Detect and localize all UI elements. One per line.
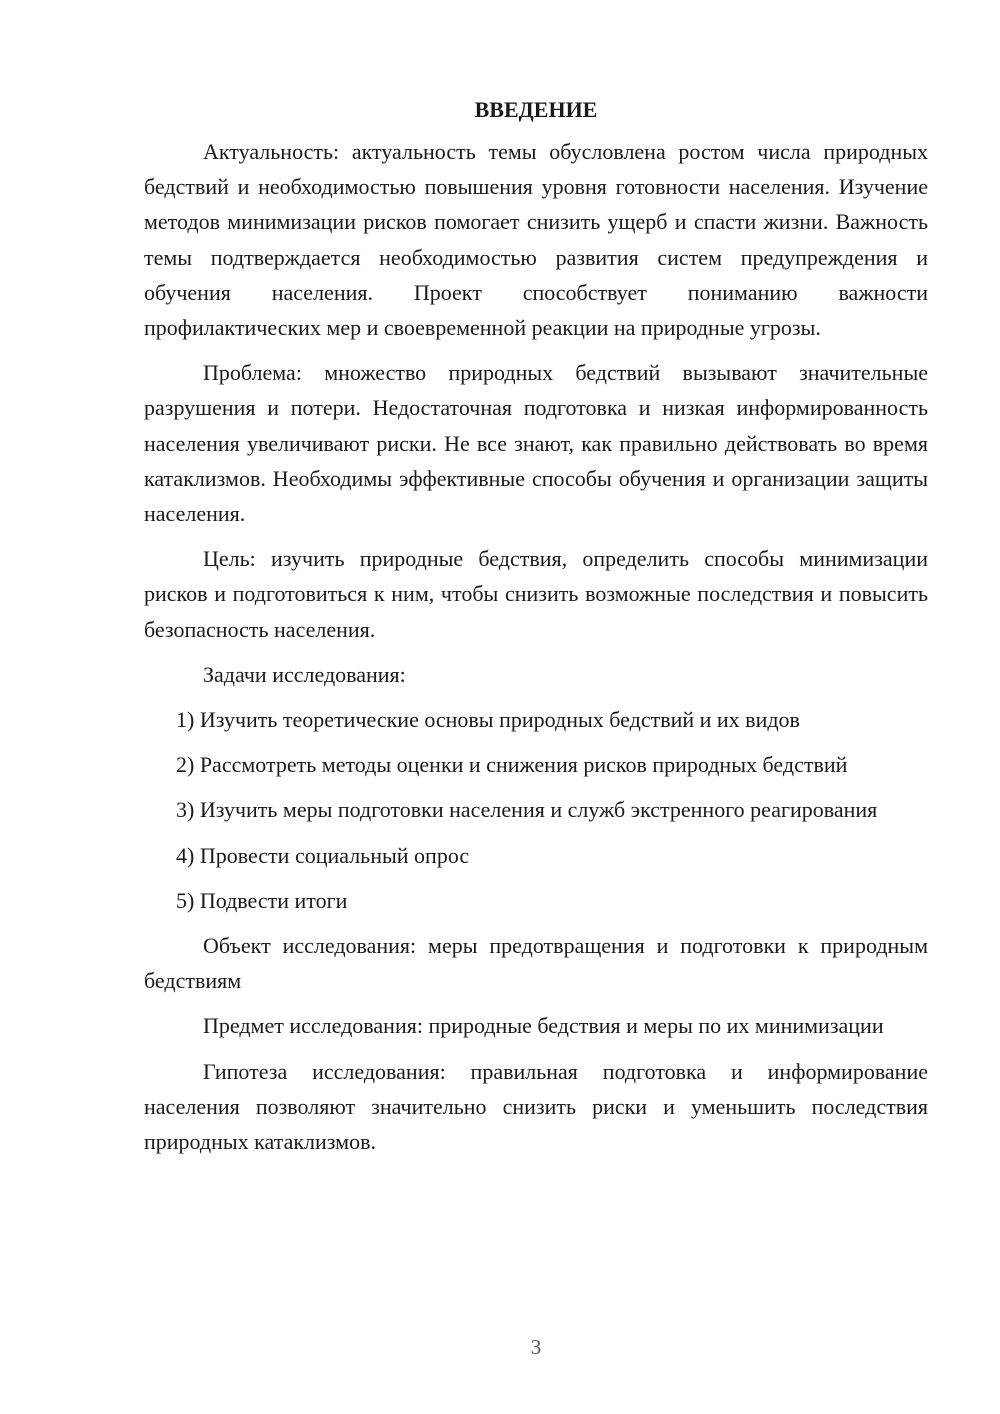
goal-paragraph: Цель: изучить природные бедствия, определить способы минимизации рисков и подготовиться к ним, чтобы снизить возможные последствия и повысить безопасность населения. xyxy=(144,546,928,642)
subject-paragraph: Предмет исследования: природные бедствия и меры по их минимизации xyxy=(203,1013,884,1039)
task-item: 5) Подвести итоги xyxy=(176,887,348,913)
object-paragraph: Объект исследования: меры предотвращения и подготовки к природным бедствиям xyxy=(144,933,928,994)
tasks-heading: Задачи исследования: xyxy=(203,661,406,687)
task-item: 1) Изучить теоретические основы природных бедствий и их видов xyxy=(176,707,800,733)
task-item: 4) Провести социальный опрос xyxy=(176,842,470,868)
hypothesis-paragraph: Гипотеза исследования: правильная подготовка и информирование населения позволяют значительно снизить риски и уменьшить последствия природных катаклизмов. xyxy=(144,1058,928,1155)
page-body xyxy=(144,94,928,1159)
task-item: 2) Рассмотреть методы оценки и снижения рисков природных бедствий xyxy=(176,752,848,778)
relevance-paragraph: Актуальность: актуальность темы обусловлена ростом числа природных бедствий и необходимостью повышения уровня готовности населения. Изучение методов минимизации рисков помогает снизить ущерб и спасти жизни. Важность темы подтверждается необходимостью развития систем предупреждения и обучения населения. Проект способствует пониманию важности профилактических мер и своевременной реакции на природные угрозы. xyxy=(144,139,928,341)
page-title: ВВЕДЕНИЕ xyxy=(474,97,598,122)
page-number: 3 xyxy=(530,1335,542,1359)
problem-paragraph: Проблема: множество природных бедствий вызывают значительные разрушения и потери. Недостаточная подготовка и низкая информированность населения увеличивают риски. Не все знают, как правильно действовать во время катаклизмов. Необходимы эффективные способы обучения и организации защиты населения. xyxy=(144,360,928,527)
task-item: 3) Изучить меры подготовки населения и служб экстренного реагирования xyxy=(176,797,878,823)
